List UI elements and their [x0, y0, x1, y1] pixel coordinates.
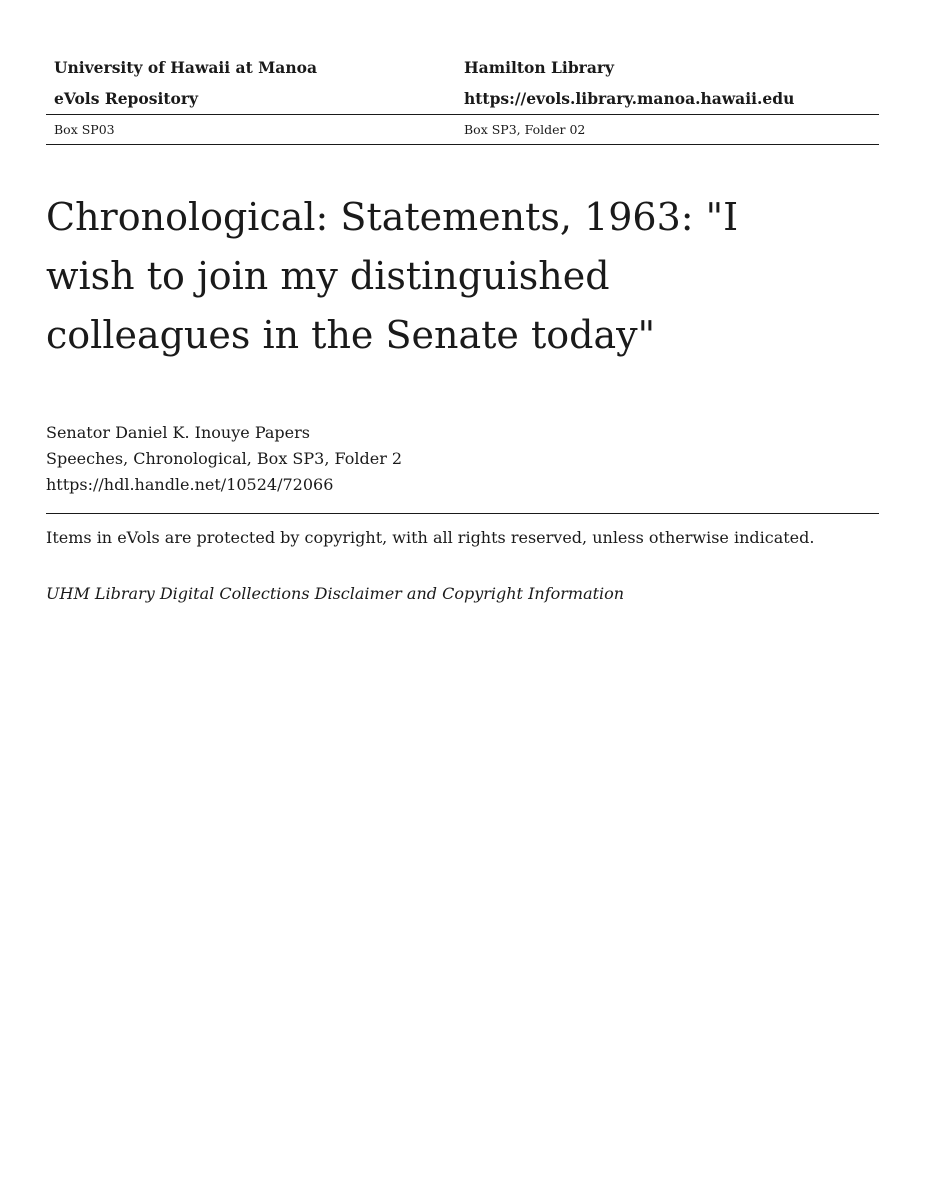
box-row — [46, 115, 879, 144]
metadata-block — [46, 420, 402, 498]
box-label: Box SP03 — [54, 122, 115, 137]
handle-link[interactable]: https://hdl.handle.net/10524/72066 — [46, 475, 334, 494]
series-info: Speeches, Chronological, Box SP3, Folder 2 — [46, 449, 403, 468]
header — [46, 52, 879, 145]
collection-name: Senator Daniel K. Inouye Papers — [46, 423, 310, 442]
repository-name: eVols Repository — [54, 89, 199, 108]
library-name: Hamilton Library — [464, 58, 615, 77]
disclaimer-link[interactable]: UHM Library Digital Collections Disclaimer and Copyright Information — [46, 584, 625, 603]
header-row-1 — [46, 52, 879, 83]
institution-name: University of Hawaii at Manoa — [54, 58, 317, 77]
document-title: Chronological: Statements, 1963: "I wish to join my distinguished colleagues in the Senate today" — [46, 195, 739, 357]
section-divider — [46, 513, 879, 514]
rights-statement: Items in eVols are protected by copyright, with all rights reserved, unless otherwise indicated. — [46, 528, 815, 547]
header-rule-bottom — [46, 144, 879, 145]
folder-label: Box SP3, Folder 02 — [464, 122, 586, 137]
repository-url[interactable]: https://evols.library.manoa.hawaii.edu — [464, 89, 795, 108]
header-row-2 — [46, 83, 879, 114]
